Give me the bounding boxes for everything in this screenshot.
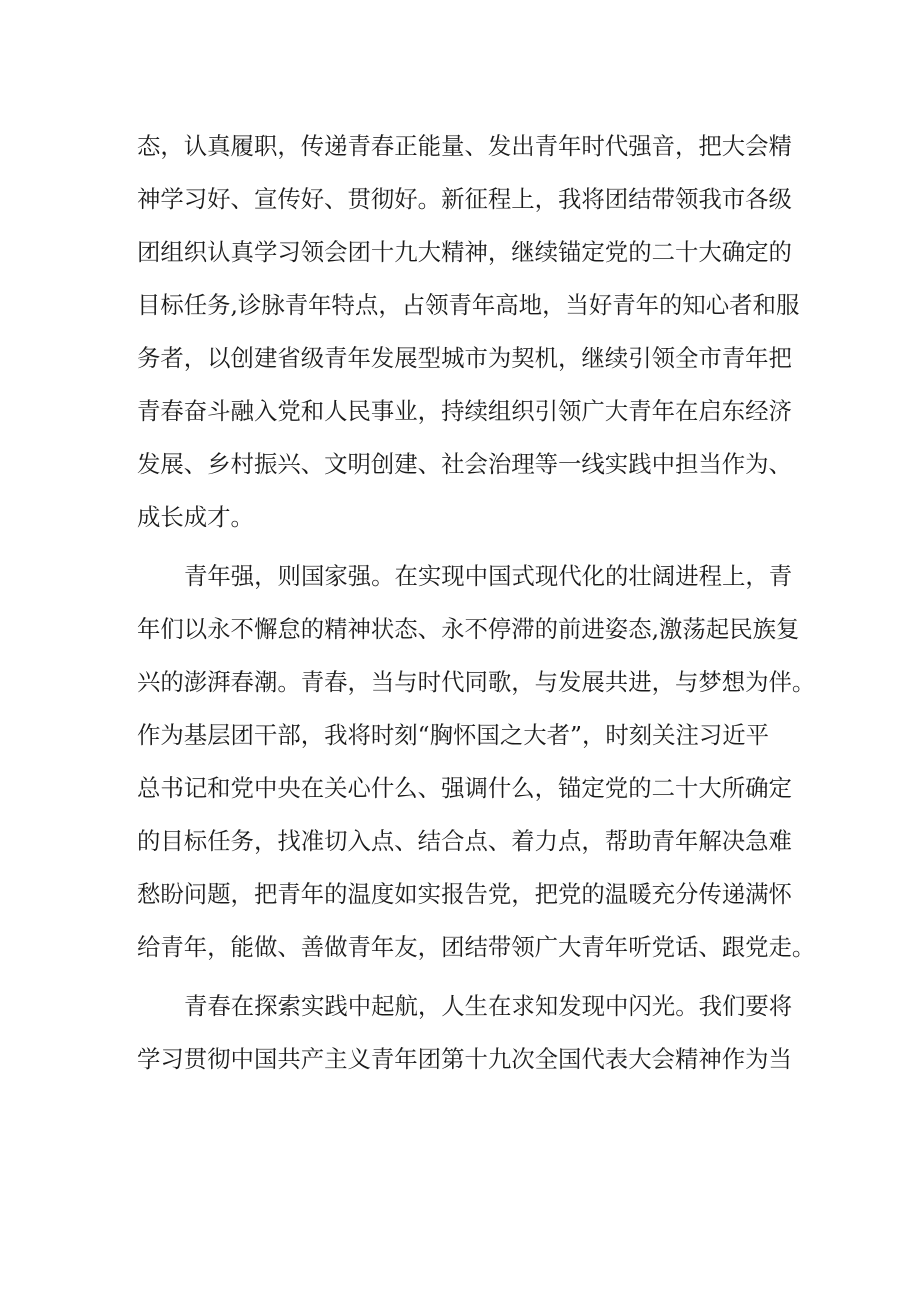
text-line: 成长成才。 xyxy=(137,503,254,531)
text-line: 态，认真履职，传递青春正能量、发出青年时代强音，把大会精 xyxy=(137,132,792,160)
text-line-first: 青春在探索实践中起航，人生在求知发现中闪光。我们要将 xyxy=(184,992,793,1020)
text-line: 给青年，能做、善做青年友，团结带领广大青年听党话、跟党走。 xyxy=(137,933,816,961)
text-line: 目标任务,诊脉青年特点，占领青年高地，当好青年的知心者和服 xyxy=(137,291,800,319)
text-line: 愁盼问题，把青年的温度如实报告党，把党的温暖充分传递满怀 xyxy=(137,880,792,908)
text-line: 务者，以创建省级青年发展型城市为契机，继续引领全市青年把 xyxy=(137,344,792,372)
text-line: 总书记和党中央在关心什么、强调什么，锚定党的二十大所确定 xyxy=(137,774,792,802)
text-line: 作为基层团干部，我将时刻“胸怀国之大者”，时刻关注习近平 xyxy=(137,721,770,749)
text-line: 学习贯彻中国共产主义青年团第十九次全国代表大会精神作为当 xyxy=(137,1045,792,1073)
text-line: 兴的澎湃春潮。青春，当与时代同歌，与发展共进，与梦想为伴。 xyxy=(137,668,816,696)
text-line: 的目标任务，找准切入点、结合点、着力点，帮助青年解决急难 xyxy=(137,827,792,855)
text-line: 年们以永不懈怠的精神状态、永不停滞的前进姿态,激荡起民族复 xyxy=(137,615,800,643)
text-line: 神学习好、宣传好、贯彻好。新征程上，我将团结带领我市各级 xyxy=(137,185,792,213)
text-line-first: 青年强，则国家强。在实现中国式现代化的壮阔进程上，青 xyxy=(184,562,793,590)
text-line: 团组织认真学习领会团十九大精神，继续锚定党的二十大确定的 xyxy=(137,238,792,266)
text-line: 发展、乡村振兴、文明创建、社会治理等一线实践中担当作为、 xyxy=(137,450,792,478)
text-line: 青春奋斗融入党和人民事业，持续组织引领广大青年在启东经济 xyxy=(137,397,792,425)
paragraph-2 xyxy=(137,550,816,974)
body-text xyxy=(137,120,816,1086)
paragraph-1 xyxy=(137,120,800,544)
paragraph-3 xyxy=(137,980,797,1086)
